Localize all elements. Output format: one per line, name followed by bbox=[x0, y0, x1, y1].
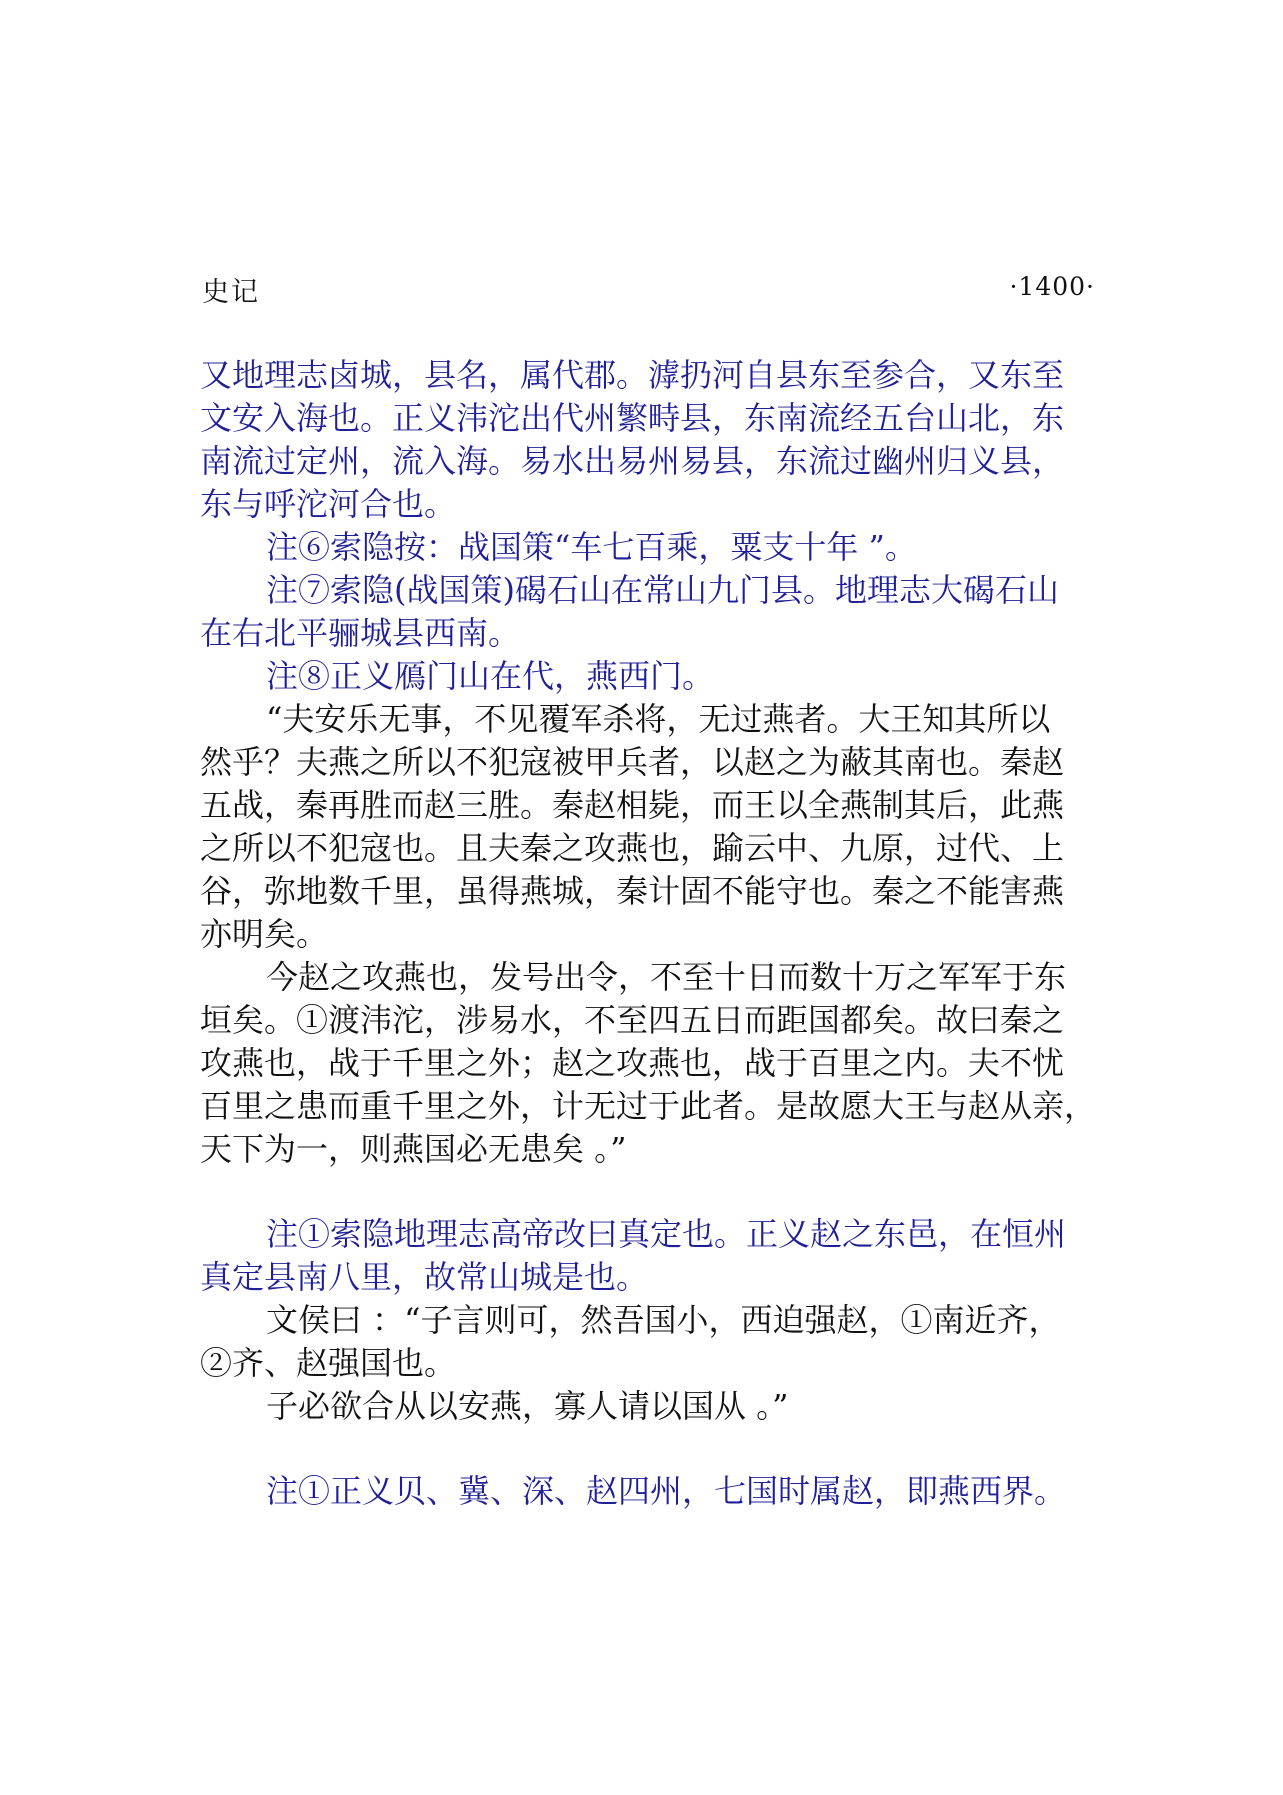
text-line: 百里之患而重千里之外，计无过于此者。是故愿大王与赵从亲， bbox=[200, 1087, 1097, 1125]
paragraph-gap bbox=[200, 1428, 1100, 1470]
paragraph-gap bbox=[200, 1171, 1100, 1213]
page-body bbox=[200, 354, 1100, 1513]
note-line: 注①索隐地理志高帝改曰真定也。正义赵之东邑，在恒州 bbox=[266, 1215, 1067, 1253]
text-line: 文侯曰 ：“子言则可，然吾国小，西迫强赵，①南近齐， bbox=[266, 1301, 1061, 1339]
note-line: 注①正义贝、冀、深、赵四州，七国时属赵，即燕西界。 bbox=[266, 1472, 1067, 1510]
note-line: 文安入海也。正义𣲗沱出代州繁畤县，东南流经五台山北，东 bbox=[200, 399, 1065, 437]
text-line: 然乎？夫燕之所以不犯寇被甲兵者，以赵之为蔽其南也。秦赵 bbox=[200, 743, 1065, 781]
note-line: 注⑧正义鴈门山在代，燕西门。 bbox=[266, 657, 715, 695]
text-line: 之所以不犯寇也。且夫秦之攻燕也，踰云中、九原，过代、上 bbox=[200, 829, 1065, 867]
text-line: 攻燕也，战于千里之外；赵之攻燕也，战于百里之内。夫不忧 bbox=[200, 1044, 1065, 1082]
book-title: 史记 bbox=[202, 277, 260, 308]
text-line: ②齐、赵强国也。 bbox=[200, 1344, 457, 1382]
text-line: 谷，弥地数千里，虽得燕城，秦计固不能守也。秦之不能害燕 bbox=[200, 872, 1065, 910]
note-line: 注⑥索隐按：战国策“车七百乘，粟支十年 ”。 bbox=[266, 528, 917, 566]
note-line: 真定县南八里，故常山城是也。 bbox=[200, 1258, 649, 1296]
page-number: ·1400· bbox=[1009, 272, 1095, 301]
note-line: 又地理志卤城，县名，属代郡。滹扔河自县东至参合，又东至 bbox=[200, 356, 1065, 394]
note-line: 南流过定州，流入海。易水出易州易县，东流过幽州归义县， bbox=[200, 442, 1065, 480]
text-line: 垣矣。①渡𣲗沱，涉易水，不至四五日而距国都矣。故曰秦之 bbox=[200, 1001, 1065, 1039]
text-line: 亦明矣。 bbox=[200, 915, 329, 953]
page-header bbox=[202, 270, 1095, 310]
text-line: 今赵之攻燕也，发号出令，不至十日而数十万之军军于东 bbox=[266, 958, 1067, 996]
text-line: “夫安乐无事，不见覆军杀将，无过燕者。大王知其所以 bbox=[266, 700, 1051, 738]
note-line: 东与呼沱河合也。 bbox=[200, 485, 457, 523]
text-line: 五战，秦再胜而赵三胜。秦赵相毙，而王以全燕制其后，此燕 bbox=[200, 786, 1065, 824]
note-line: 在右北平骊城县西南。 bbox=[200, 614, 521, 652]
text-line: 子必欲合从以安燕，寡人请以国从 。” bbox=[266, 1387, 789, 1425]
text-line: 天下为一，则燕国必无患矣 。” bbox=[200, 1130, 627, 1168]
note-line: 注⑦索隐(战国策)碣石山在常山九门县。地理志大碣石山 bbox=[266, 571, 1059, 609]
